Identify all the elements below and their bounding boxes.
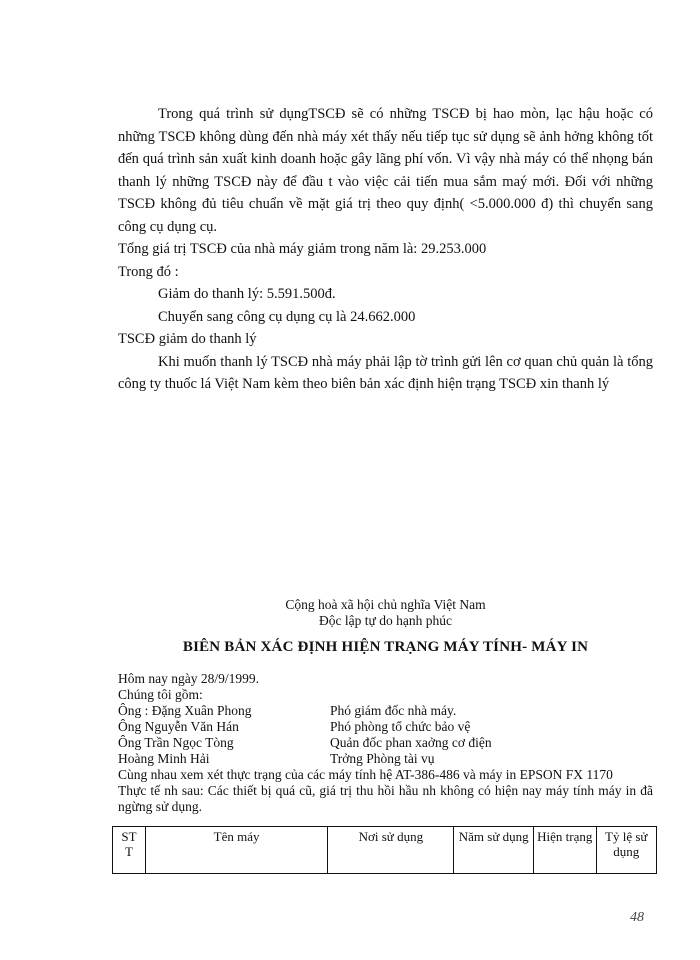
header-cell-stt: ST T — [113, 827, 146, 874]
minutes-body — [118, 671, 653, 815]
paragraph-tools-amount: Chuyển sang công cụ dụng cụ là 24.662.000 — [158, 308, 416, 325]
header-cell-machine-name: Tên máy — [145, 827, 327, 874]
member-name: Ông Nguyễn Văn Hán — [118, 719, 239, 734]
minutes-attendees-label: Chúng tôi gồm: — [118, 687, 203, 702]
member-role: Phó giám đốc nhà máy. — [330, 703, 457, 718]
member-name: Ông : Đặng Xuân Phong — [118, 703, 252, 718]
member-role: Phó phòng tổ chức bảo vệ — [330, 719, 471, 734]
member-row — [118, 703, 653, 719]
minutes-title: BIÊN BẢN XÁC ĐỊNH HIỆN TRẠNG MÁY TÍNH- MÁY IN — [182, 639, 589, 655]
member-role: Trởng Phòng tài vụ — [330, 751, 435, 766]
member-name: Hoàng Minh Hải — [118, 751, 210, 766]
nation-name: Cộng hoà xã hội chủ nghĩa Việt Nam — [285, 597, 486, 612]
paragraph-liquidation-procedure: Khi muốn thanh lý TSCĐ nhà máy phải lập tờ trình gửi lên cơ quan chủ quản là tổng công ty thuốc lá Việt Nam kèm theo biên bản xác định hiện trạng TSCĐ xin thanh lý — [118, 353, 653, 392]
member-row — [118, 719, 653, 735]
national-motto: Độc lập tự do hạnh phúc — [319, 613, 452, 628]
member-role: Quản đốc phan xaởng cơ điện — [330, 735, 492, 750]
table-header-row — [113, 827, 657, 874]
paragraph-liquidation-heading: TSCĐ giảm do thanh lý — [118, 331, 257, 347]
header-cell-location: Nơi sử dụng — [328, 827, 454, 874]
member-row — [118, 735, 653, 751]
minutes-review: Cùng nhau xem xét thực trạng của các máy tính hệ AT-386-486 và máy in EPSON FX 1170 — [118, 767, 613, 782]
machine-table — [112, 826, 657, 874]
paragraph-of-which: Trong đó : — [118, 263, 179, 280]
minutes-reality: Thực tế nh sau: Các thiết bị quá cũ, giá trị thu hồi hầu nh không có hiện nay máy tính máy in đã ngừng sử dụng. — [118, 783, 653, 814]
paragraph-liquidation-amount: Giảm do thanh lý: 5.591.500đ. — [158, 286, 336, 302]
paragraph-intro: Trong quá trình sử dụngTSCĐ sẽ có những TSCĐ bị hao mòn, lạc hậu hoặc có những TSCĐ không dùng đến nhà máy xét thấy nếu tiếp tục sử dụng sẽ ảnh hởng không tốt đến quá trình sản xuất kinh doanh hoặc gây lãng phí vốn. Vì vậy nhà máy có thể nhọng bán thanh lý những TSCĐ này để đầu t vào việc cải tiến mua sắm maý mới. Đối với những TSCĐ không đủ tiêu chuẩn về mặt giá trị theo quy định( <5.000.000 đ) thì chuyển sang công cụ dụng cụ. — [118, 106, 653, 235]
header-cell-condition: Hiện trạng — [533, 827, 596, 874]
page-number: 48 — [630, 910, 644, 925]
header-cell-usage-rate: Tỷ lệ sử dụng — [596, 827, 656, 874]
paragraph-total-decrease: Tổng giá trị TSCĐ của nhà máy giảm trong năm là: 29.253.000 — [118, 241, 487, 257]
national-header — [118, 597, 653, 629]
minutes-date: Hôm nay ngày 28/9/1999. — [118, 671, 259, 686]
body-text — [118, 103, 653, 396]
member-row — [118, 751, 653, 767]
header-cell-year: Năm sử dụng — [454, 827, 534, 874]
member-name: Ông Trần Ngọc Tòng — [118, 735, 234, 750]
